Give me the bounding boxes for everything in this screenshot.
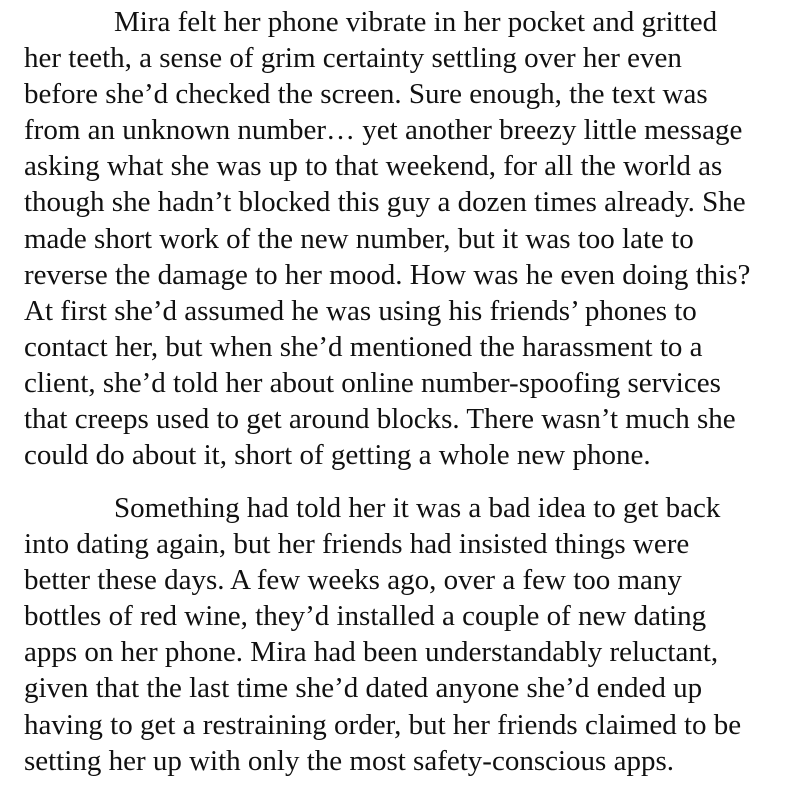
text-line: having to get a restraining order, but her friends claimed to be — [24, 708, 742, 741]
text-line: could do about it, short of getting a whole new phone. — [24, 439, 651, 472]
text-line: that creeps used to get around blocks. There wasn’t much she — [24, 403, 736, 436]
text-line: before she’d checked the screen. Sure enough, the text was — [24, 78, 708, 111]
text-line: though she hadn’t blocked this guy a dozen times already. She — [24, 186, 746, 219]
text-line: Something had told her it was a bad idea to get back — [114, 492, 721, 524]
text-line: reverse the damage to her mood. How was he even doing this? — [24, 258, 751, 291]
text-line: bottles of red wine, they’d installed a couple of new dating — [24, 600, 707, 633]
text-line: asking what she was up to that weekend, for all the world as — [24, 150, 723, 183]
text-line: given that the last time she’d dated anyone she’d ended up — [24, 672, 703, 705]
text-line: better these days. A few weeks ago, over a few too many — [24, 564, 682, 597]
text-line: her teeth, a sense of grim certainty settling over her even — [24, 42, 682, 75]
text-line: client, she’d told her about online number-spoofing services — [24, 366, 721, 399]
paragraph-1 — [24, 4, 750, 473]
paragraph-2 — [24, 490, 741, 779]
text-line: contact her, but when she’d mentioned the harassment to a — [24, 330, 703, 363]
text-line: At first she’d assumed he was using his friends’ phones to — [24, 294, 697, 327]
text-line: into dating again, but her friends had insisted things were — [24, 528, 690, 561]
text-line: apps on her phone. Mira had been understandably reluctant, — [24, 636, 719, 669]
text-line: made short work of the new number, but it was too late to — [24, 222, 694, 255]
text-line: setting her up with only the most safety-conscious apps. — [24, 744, 674, 777]
text-line: from an unknown number… yet another breezy little message — [24, 114, 743, 147]
text-line: Mira felt her phone vibrate in her pocket and gritted — [114, 6, 718, 38]
